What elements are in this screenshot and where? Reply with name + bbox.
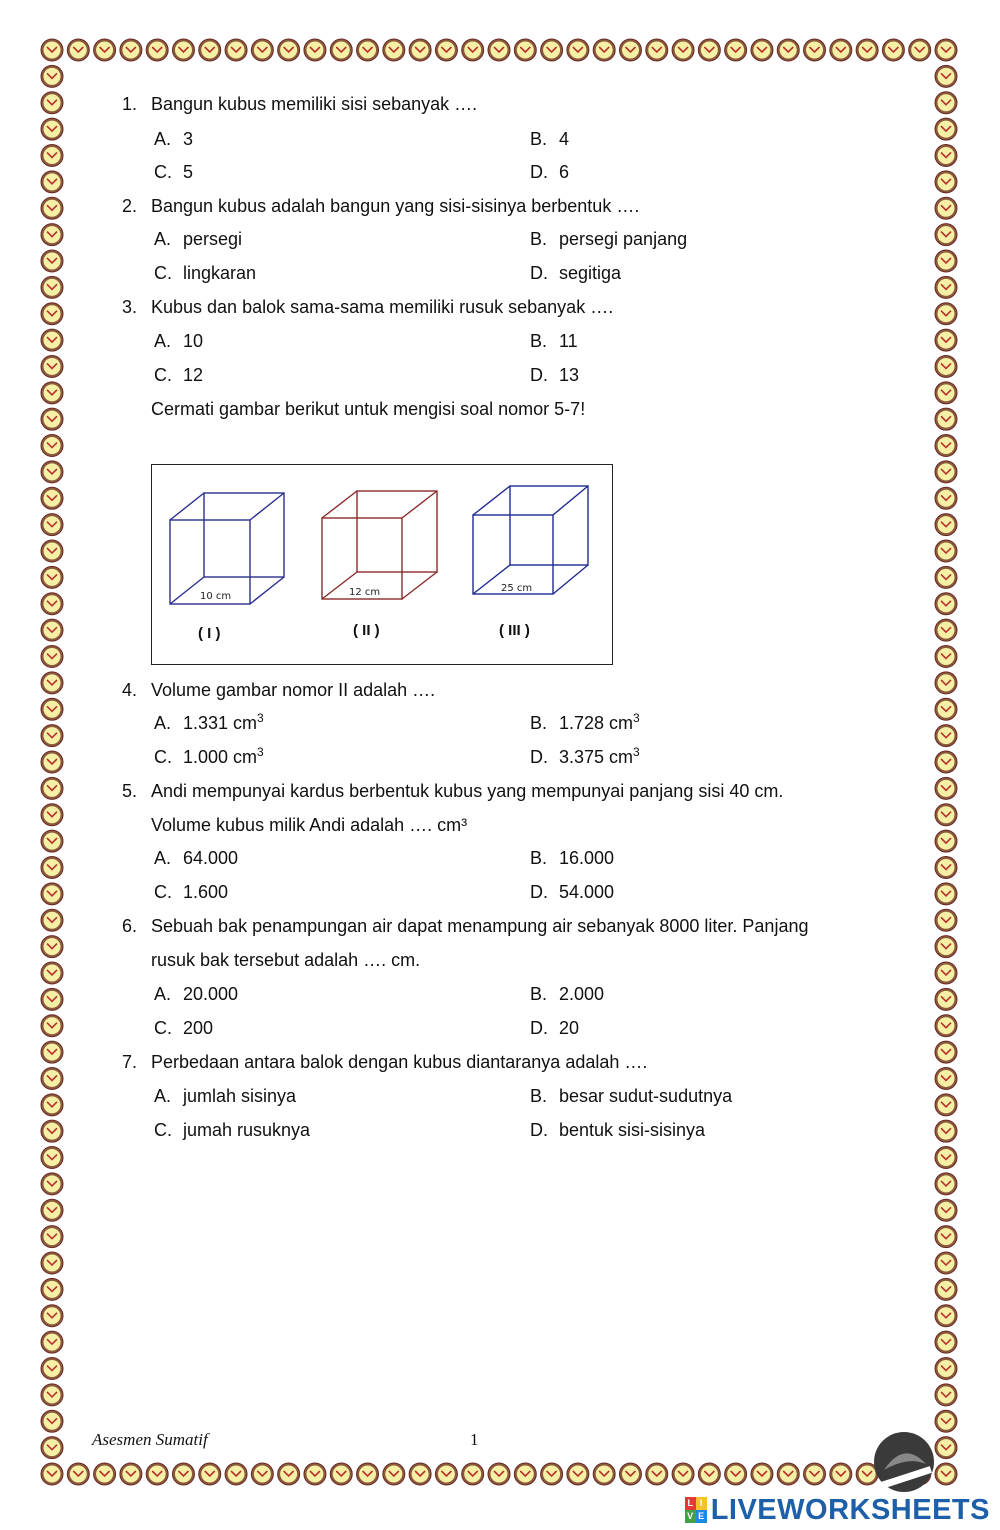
- q2-option-d[interactable]: D. segitiga: [530, 263, 622, 283]
- clock-icon: [41, 1226, 63, 1248]
- clock-icon: [41, 92, 63, 114]
- clock-icon: [751, 39, 773, 61]
- clock-icon: [935, 382, 957, 404]
- clock-icon: [935, 1305, 957, 1327]
- question-5: 5. Andi mempunyai kardus berbentuk kubus yang mempunyai panjang sisi 40 cm.: [122, 781, 784, 801]
- clock-icon: [225, 39, 247, 61]
- clock-icon: [751, 1463, 773, 1485]
- clock-icon: [94, 39, 116, 61]
- cube-2-edge-label: 12 cm: [349, 587, 381, 598]
- clock-icon: [935, 751, 957, 773]
- q7-option-b[interactable]: B. besar sudut-sudutnya: [530, 1086, 733, 1106]
- clock-icon: [935, 92, 957, 114]
- clock-icon: [935, 777, 957, 799]
- clock-icon: [383, 1463, 405, 1485]
- clock-icon: [41, 1120, 63, 1142]
- clock-icon: [935, 909, 957, 931]
- clock-icon: [41, 144, 63, 166]
- q6-option-d[interactable]: D. 20: [530, 1018, 580, 1038]
- clock-icon: [935, 1094, 957, 1116]
- clock-icon: [935, 883, 957, 905]
- clock-icon: [935, 540, 957, 562]
- clock-icon: [935, 171, 957, 193]
- clock-icon: [935, 698, 957, 720]
- decorative-stamp-icon: [862, 1430, 942, 1500]
- q5-option-d[interactable]: D. 54.000: [530, 882, 615, 902]
- clock-icon: [383, 39, 405, 61]
- clock-icon: [435, 1463, 457, 1485]
- q6-option-c[interactable]: C. 200: [154, 1018, 214, 1038]
- clock-icon: [514, 1463, 536, 1485]
- clock-icon: [935, 514, 957, 536]
- clock-icon: [41, 250, 63, 272]
- figure-instruction: Cermati gambar berikut untuk mengisi soal nomor 5-7!: [151, 399, 586, 419]
- cube-3-edge-label: 25 cm: [501, 583, 533, 594]
- clock-icon: [41, 487, 63, 509]
- question-6: 6. Sebuah bak penampungan air dapat menampung air sebanyak 8000 liter. Panjang: [122, 916, 809, 936]
- clock-icon: [41, 435, 63, 457]
- clock-icon: [41, 224, 63, 246]
- clock-icon: [830, 39, 852, 61]
- clock-icon: [67, 39, 89, 61]
- clock-icon: [567, 39, 589, 61]
- clock-icon: [41, 1067, 63, 1089]
- question-6-continuation: rusuk bak tersebut adalah …. cm.: [151, 950, 421, 970]
- question-3: 3. Kubus dan balok sama-sama memiliki rusuk sebanyak ….: [122, 297, 614, 317]
- footer-title: Asesmen Sumatif: [92, 1430, 208, 1449]
- cube-2-caption: ( II ): [353, 622, 380, 639]
- clock-icon: [41, 1463, 63, 1485]
- clock-icon: [935, 1252, 957, 1274]
- clock-icon: [41, 1437, 63, 1459]
- clock-icon: [94, 1463, 116, 1485]
- logo-letter: V: [685, 1510, 696, 1523]
- clock-icon: [41, 1331, 63, 1353]
- clock-icon: [357, 1463, 379, 1485]
- clock-icon: [199, 1463, 221, 1485]
- clock-icon: [41, 39, 63, 61]
- page-number: 1: [470, 1430, 479, 1449]
- clock-icon: [935, 1120, 957, 1142]
- cube-1-edge-label: 10 cm: [200, 591, 232, 602]
- q2-option-a[interactable]: A. persegi: [154, 229, 243, 249]
- clock-icon: [935, 566, 957, 588]
- cube-1-caption: ( I ): [198, 625, 221, 642]
- q6-option-b[interactable]: B. 2.000: [530, 984, 605, 1004]
- clock-icon: [698, 1463, 720, 1485]
- q1-option-d[interactable]: D. 6: [530, 162, 570, 182]
- cubes-drawing: [152, 465, 611, 663]
- q4-option-d[interactable]: D. 3.375 $cm^3$: [530, 745, 640, 767]
- clock-icon: [935, 1199, 957, 1221]
- clock-icon: [146, 1463, 168, 1485]
- clock-icon: [41, 1358, 63, 1380]
- q7-option-d[interactable]: D. bentuk sisi-sisinya: [530, 1120, 706, 1140]
- clock-icon: [41, 1278, 63, 1300]
- clock-icon: [804, 1463, 826, 1485]
- clock-icon: [41, 1147, 63, 1169]
- clock-icon: [41, 1410, 63, 1432]
- clock-icon: [251, 39, 273, 61]
- clock-icon: [304, 39, 326, 61]
- clock-icon: [514, 39, 536, 61]
- clock-icon: [935, 1067, 957, 1089]
- clock-icon: [909, 39, 931, 61]
- clock-icon: [619, 39, 641, 61]
- clock-icon: [935, 276, 957, 298]
- clock-icon: [935, 593, 957, 615]
- q3-option-c[interactable]: C. 12: [154, 365, 204, 385]
- clock-icon: [41, 830, 63, 852]
- cubes-figure: [151, 464, 613, 665]
- clock-icon: [41, 197, 63, 219]
- clock-icon: [593, 39, 615, 61]
- clock-icon: [435, 39, 457, 61]
- clock-icon: [41, 1199, 63, 1221]
- clock-icon: [935, 329, 957, 351]
- clock-icon: [935, 804, 957, 826]
- clock-icon: [41, 171, 63, 193]
- clock-icon: [935, 1331, 957, 1353]
- clock-icon: [41, 804, 63, 826]
- clock-icon: [41, 883, 63, 905]
- clock-icon: [41, 646, 63, 668]
- clock-icon: [935, 461, 957, 483]
- clock-icon: [935, 1278, 957, 1300]
- clock-icon: [67, 1463, 89, 1485]
- clock-icon: [41, 988, 63, 1010]
- q4-option-b[interactable]: B. 1.728 $cm^3$: [530, 711, 640, 733]
- clock-icon: [619, 1463, 641, 1485]
- question-1: 1. Bangun kubus memiliki sisi sebanyak ….: [122, 94, 478, 114]
- logo-letter: I: [696, 1497, 707, 1510]
- clock-icon: [646, 39, 668, 61]
- clock-icon: [698, 39, 720, 61]
- q3-option-a[interactable]: A. 10: [154, 331, 204, 351]
- clock-icon: [567, 1463, 589, 1485]
- clock-icon: [41, 382, 63, 404]
- clock-icon: [199, 39, 221, 61]
- q5-option-b[interactable]: B. 16.000: [530, 848, 615, 868]
- cube-2: [322, 491, 437, 599]
- clock-icon: [278, 39, 300, 61]
- clock-icon: [41, 118, 63, 140]
- clock-icon: [304, 1463, 326, 1485]
- clock-icon: [935, 856, 957, 878]
- clock-icon: [41, 909, 63, 931]
- clock-icon: [935, 250, 957, 272]
- clock-icon: [935, 1015, 957, 1037]
- clock-icon: [120, 1463, 142, 1485]
- clock-icon: [593, 1463, 615, 1485]
- clock-icon: [935, 619, 957, 641]
- q6-option-a[interactable]: A. 20.000: [154, 984, 239, 1004]
- clock-icon: [409, 39, 431, 61]
- q5-option-a[interactable]: A. 64.000: [154, 848, 239, 868]
- clock-icon: [882, 39, 904, 61]
- q1-option-c[interactable]: C. 5: [154, 162, 194, 182]
- clock-icon: [935, 435, 957, 457]
- clock-icon: [935, 224, 957, 246]
- q4-option-a[interactable]: A. 1.331 $cm^3$: [154, 711, 264, 733]
- brand-name: LIVEWORKSHEETS: [710, 1493, 990, 1526]
- clock-icon: [935, 672, 957, 694]
- clock-icon: [120, 39, 142, 61]
- clock-icon: [41, 725, 63, 747]
- clock-icon: [41, 698, 63, 720]
- clock-icon: [251, 1463, 273, 1485]
- clock-icon: [41, 329, 63, 351]
- q3-option-d[interactable]: D. 13: [530, 365, 580, 385]
- clock-icon: [935, 65, 957, 87]
- clock-icon: [935, 197, 957, 219]
- clock-icon: [41, 566, 63, 588]
- cube-3-caption: ( III ): [499, 622, 530, 639]
- clock-icon: [804, 39, 826, 61]
- clock-icon: [725, 1463, 747, 1485]
- clock-icon: [41, 1305, 63, 1327]
- clock-icon: [41, 1173, 63, 1195]
- clock-icon: [935, 1173, 957, 1195]
- clock-icon: [357, 39, 379, 61]
- clock-icon: [409, 1463, 431, 1485]
- clock-icon: [725, 39, 747, 61]
- clock-icon: [41, 303, 63, 325]
- clock-icon: [935, 646, 957, 668]
- clock-icon: [488, 39, 510, 61]
- q1-option-a[interactable]: A. 3: [154, 129, 194, 149]
- clock-icon: [330, 39, 352, 61]
- clock-icon: [41, 1252, 63, 1274]
- clock-icon: [935, 1226, 957, 1248]
- logo-letter: E: [696, 1510, 707, 1523]
- question-2: 2. Bangun kubus adalah bangun yang sisi-sisinya berbentuk ….: [122, 196, 640, 216]
- clock-icon: [41, 276, 63, 298]
- clock-icon: [462, 39, 484, 61]
- clock-icon: [41, 962, 63, 984]
- clock-icon: [646, 1463, 668, 1485]
- clock-icon: [935, 936, 957, 958]
- q2-option-c[interactable]: C. lingkaran: [154, 263, 257, 283]
- clock-icon: [41, 1041, 63, 1063]
- clock-icon: [41, 355, 63, 377]
- clock-icon: [41, 593, 63, 615]
- clock-icon: [935, 355, 957, 377]
- clock-icon: [41, 777, 63, 799]
- clock-icon: [41, 540, 63, 562]
- clock-icon: [777, 1463, 799, 1485]
- clock-icon: [935, 487, 957, 509]
- q4-option-c[interactable]: C. 1.000 $cm^3$: [154, 745, 264, 767]
- clock-icon: [830, 1463, 852, 1485]
- clock-icon: [935, 725, 957, 747]
- logo-letter: L: [685, 1497, 696, 1510]
- clock-icon: [225, 1463, 247, 1485]
- clock-icon: [41, 751, 63, 773]
- question-4: 4. Volume gambar nomor II adalah ….: [122, 680, 436, 700]
- clock-icon: [935, 144, 957, 166]
- clock-icon: [330, 1463, 352, 1485]
- clock-icon: [672, 39, 694, 61]
- clock-icon: [935, 962, 957, 984]
- clock-icon: [146, 39, 168, 61]
- clock-icon: [41, 514, 63, 536]
- clock-icon: [935, 1041, 957, 1063]
- clock-icon: [541, 1463, 563, 1485]
- clock-icon: [935, 1358, 957, 1380]
- clock-icon: [935, 830, 957, 852]
- q7-option-c[interactable]: C. jumah rusuknya: [154, 1120, 311, 1140]
- clock-icon: [935, 39, 957, 61]
- clock-icon: [172, 1463, 194, 1485]
- clock-icon: [41, 856, 63, 878]
- clock-icon: [41, 461, 63, 483]
- clock-icon: [541, 39, 563, 61]
- clock-icon: [41, 619, 63, 641]
- liveworksheets-logo-icon: [685, 1497, 707, 1523]
- clock-icon: [856, 39, 878, 61]
- clock-icon: [41, 408, 63, 430]
- clock-icon: [935, 1384, 957, 1406]
- q7-option-a[interactable]: A. jumlah sisinya: [154, 1086, 297, 1106]
- clock-icon: [935, 1147, 957, 1169]
- clock-icon: [777, 39, 799, 61]
- clock-icon: [41, 1384, 63, 1406]
- clock-icon: [935, 988, 957, 1010]
- clock-icon: [41, 65, 63, 87]
- clock-icon: [172, 39, 194, 61]
- cube-1: [170, 493, 284, 604]
- q5-option-c[interactable]: C. 1.600: [154, 882, 229, 902]
- question-7: 7. Perbedaan antara balok dengan kubus diantaranya adalah ….: [122, 1052, 648, 1072]
- clock-icon: [488, 1463, 510, 1485]
- liveworksheets-brand[interactable]: [685, 1494, 990, 1526]
- cube-3: [473, 486, 588, 594]
- clock-icon: [935, 408, 957, 430]
- q1-option-b[interactable]: B. 4: [530, 129, 570, 149]
- q2-option-b[interactable]: B. persegi panjang: [530, 229, 688, 249]
- clock-icon: [41, 1015, 63, 1037]
- question-5-continuation: Volume kubus milik Andi adalah …. cm³: [151, 815, 468, 835]
- clock-icon: [41, 1094, 63, 1116]
- clock-icon: [41, 936, 63, 958]
- q3-option-b[interactable]: B. 11: [530, 331, 578, 351]
- clock-icon: [935, 118, 957, 140]
- clock-icon: [278, 1463, 300, 1485]
- clock-icon: [462, 1463, 484, 1485]
- clock-icon: [672, 1463, 694, 1485]
- clock-icon: [935, 303, 957, 325]
- clock-icon: [935, 1410, 957, 1432]
- clock-icon: [41, 672, 63, 694]
